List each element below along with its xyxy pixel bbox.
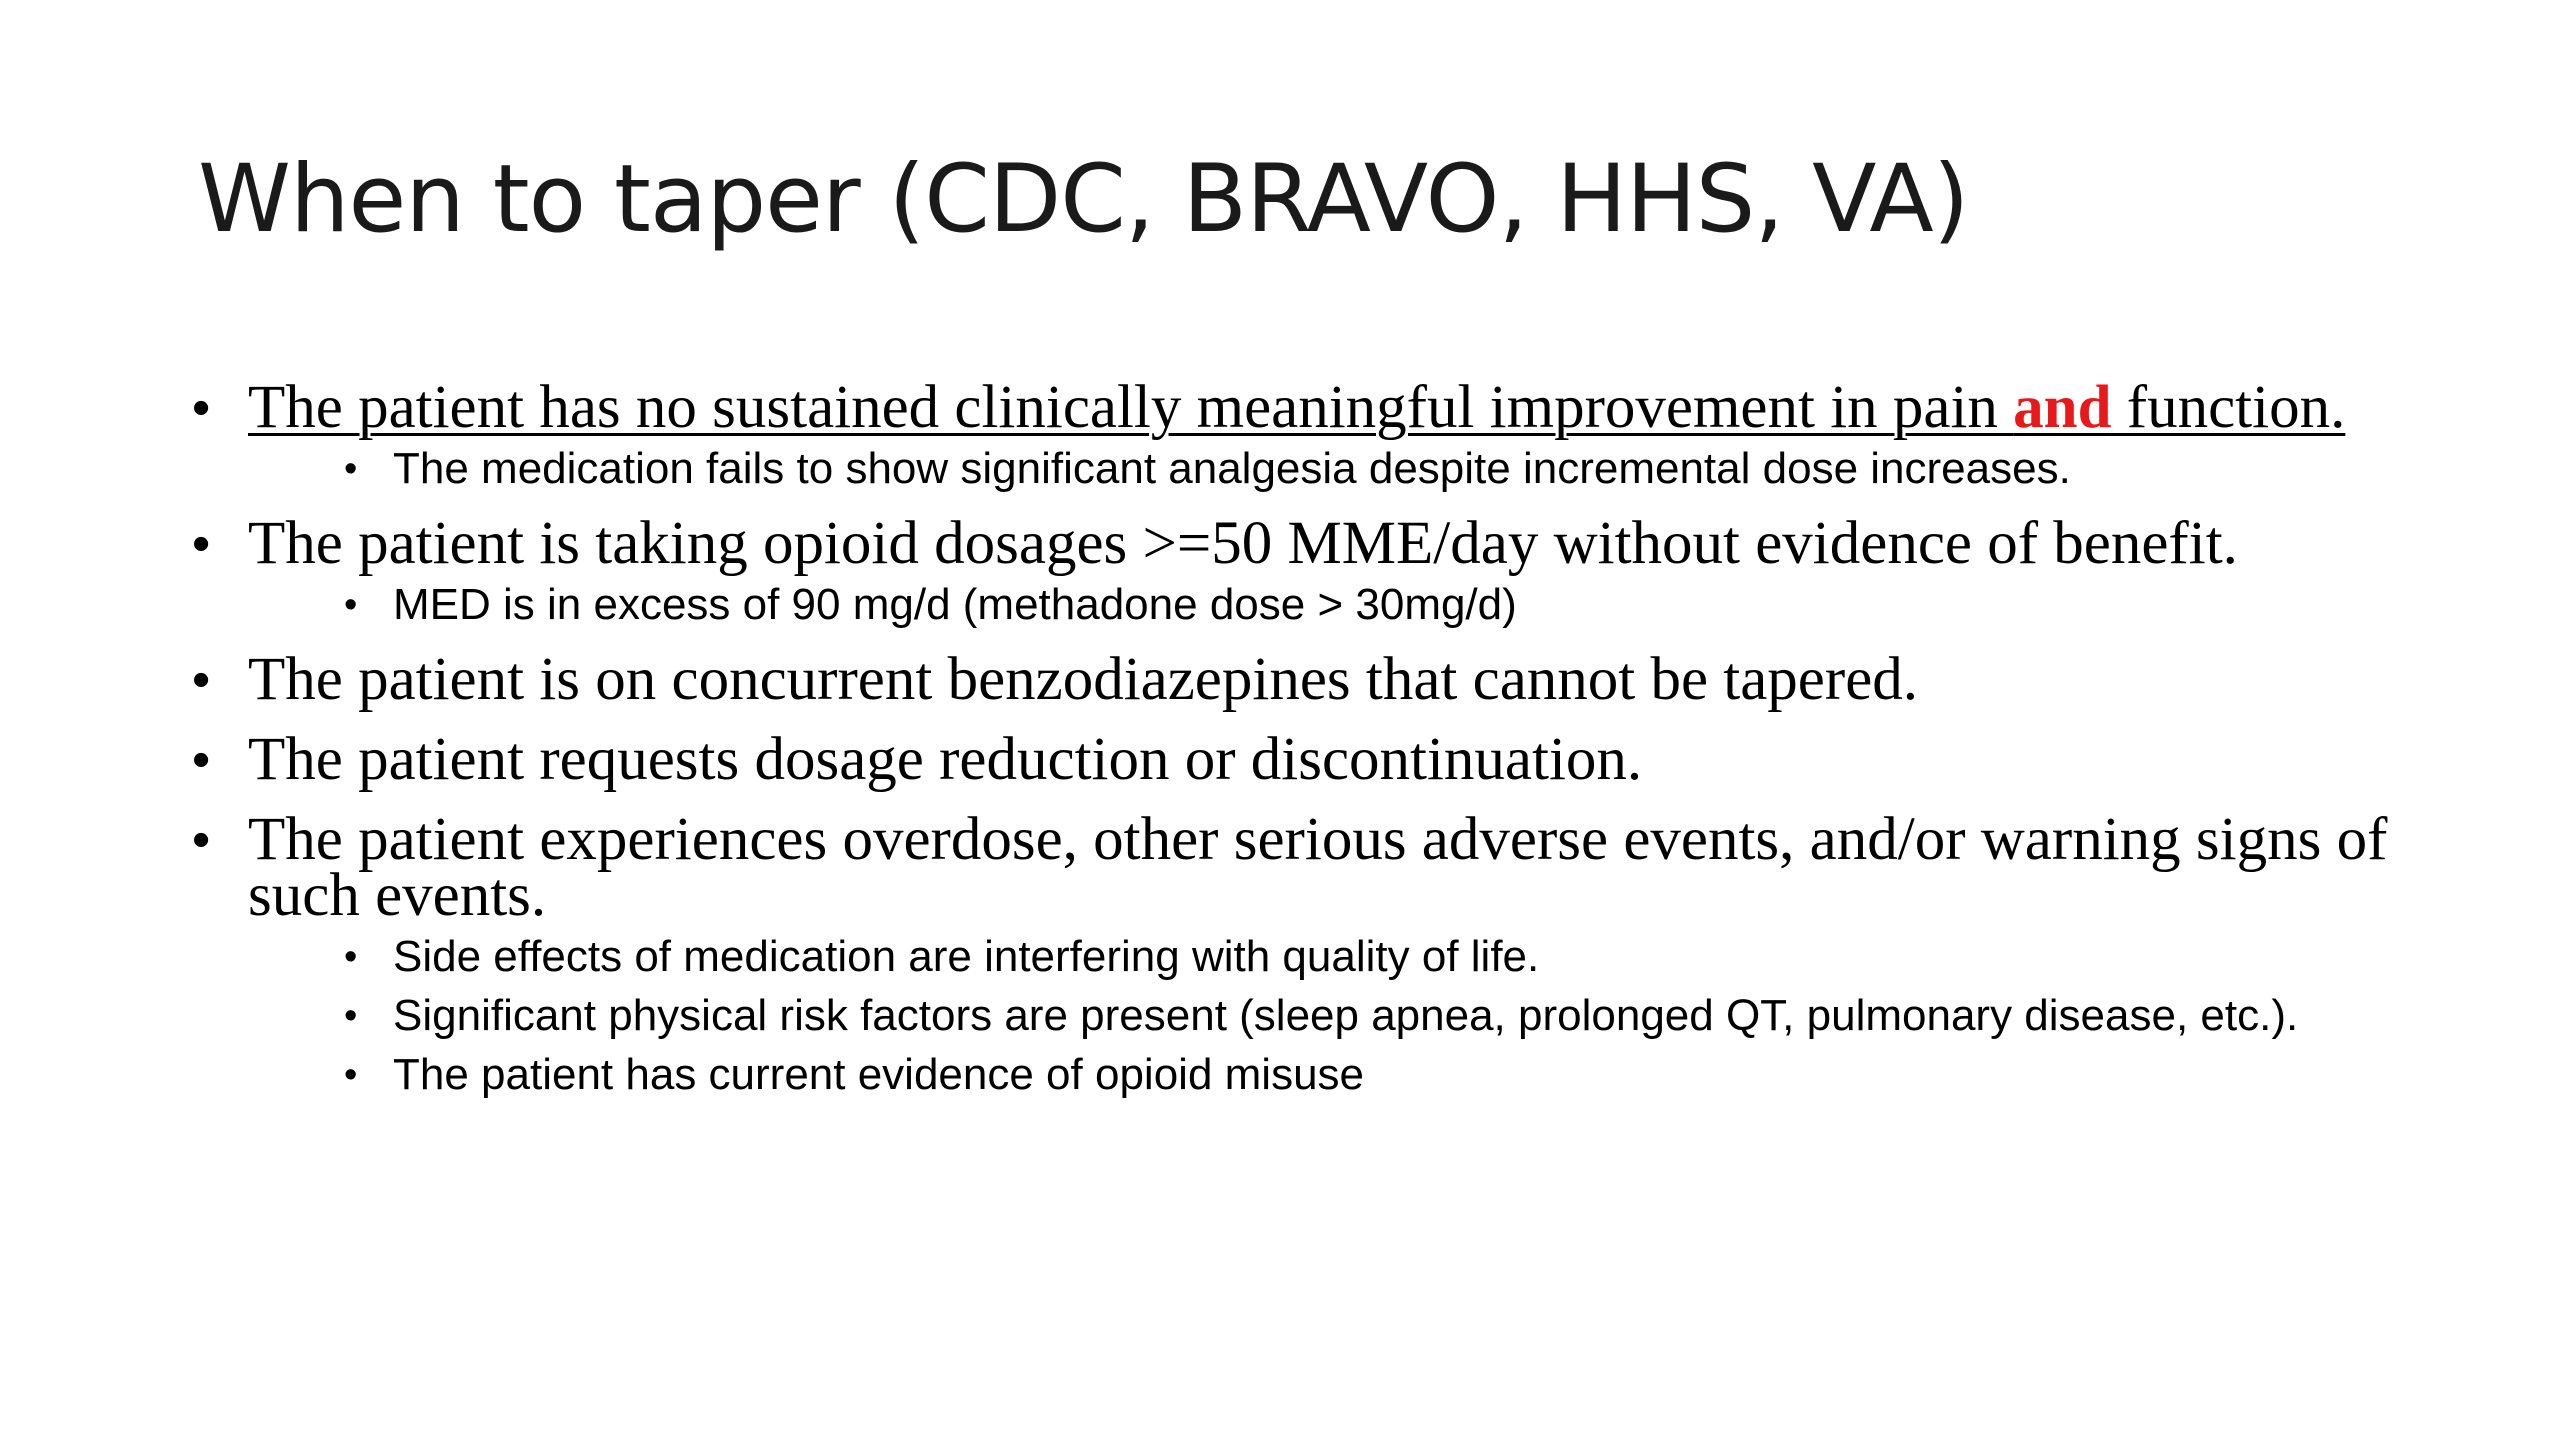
- bullet-item: [190, 646, 2390, 713]
- bullet-text-underlined: [248, 374, 2345, 441]
- bullet-text: The patient is on concurrent benzodiazepines that cannot be tapered.: [248, 646, 1919, 713]
- sub-bullet-item: [344, 1052, 2390, 1098]
- bullet-icon: •: [192, 379, 211, 437]
- bullet-icon: •: [344, 995, 358, 1037]
- bullet-icon: •: [192, 515, 211, 573]
- sub-bullet-list: [248, 446, 2390, 492]
- emphasis-text: and: [2013, 374, 2112, 441]
- bullet-icon: •: [192, 651, 211, 709]
- sub-bullet-item: [344, 582, 2390, 628]
- bullet-icon: •: [192, 811, 211, 869]
- sub-bullet-text: The medication fails to show significant analgesia despite incremental dose increases.: [393, 444, 2071, 493]
- bullet-text: The patient has no sustained clinically meaningful improvement in pain: [248, 374, 2014, 441]
- bullet-text: The patient experiences overdose, other serious adverse events, and/or warning signs of such events.: [248, 806, 2388, 929]
- bullet-text: The patient is taking opioid dosages >=50 MME/day without evidence of benefit.: [248, 510, 2238, 577]
- sub-bullet-list: [248, 934, 2390, 1098]
- sub-bullet-text: Significant physical risk factors are present (sleep apnea, prolonged QT, pulmonary disease, etc.).: [393, 991, 2299, 1040]
- sub-bullet-text: Side effects of medication are interfering with quality of life.: [393, 932, 1540, 981]
- sub-bullet-list: [248, 582, 2390, 628]
- bullet-item: [190, 510, 2390, 629]
- slide-title: When to taper (CDC, BRAVO, HHS, VA): [198, 145, 1969, 254]
- bullet-item: [190, 374, 2390, 493]
- bullet-text: The patient requests dosage reduction or discontinuation.: [248, 726, 1643, 793]
- bullet-list: [190, 374, 2390, 1122]
- bullet-icon: •: [344, 1054, 358, 1096]
- bullet-icon: •: [344, 936, 358, 978]
- bullet-text-tail: function.: [2111, 374, 2346, 441]
- bullet-icon: •: [344, 584, 358, 626]
- sub-bullet-text: MED is in excess of 90 mg/d (methadone dose > 30mg/d): [393, 580, 1517, 629]
- sub-bullet-item: [344, 934, 2390, 980]
- bullet-item: [190, 726, 2390, 793]
- bullet-icon: •: [344, 448, 358, 490]
- sub-bullet-item: [344, 446, 2390, 492]
- sub-bullet-text: The patient has current evidence of opioid misuse: [393, 1050, 1365, 1099]
- bullet-item: [190, 806, 2390, 1099]
- bullet-icon: •: [192, 731, 211, 789]
- sub-bullet-item: [344, 993, 2390, 1039]
